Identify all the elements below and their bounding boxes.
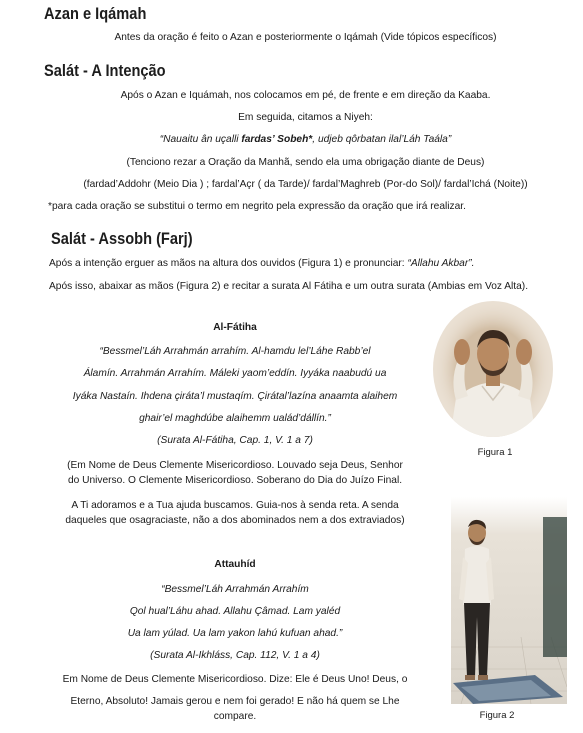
heading-assobh: Salát - Assobh (Farj) xyxy=(51,229,193,248)
assobh-line1 xyxy=(49,257,474,270)
figure-1-caption: Figura 1 xyxy=(477,447,513,458)
allahu-akbar-quote: “Allahu Akbar”. xyxy=(407,258,475,269)
attauhid-translation: Em Nome de Deus Clemente Misericordioso. Dize: Ele é Deus Uno! Deus, o xyxy=(62,674,408,685)
intencao-footnote: *para cada oração se substitui o termo em negrito pela expressão da oração que irá realizar. xyxy=(48,201,466,212)
figure-2-image xyxy=(451,497,567,704)
intencao-line4: (Tenciono rezar a Oração da Manhã, sendo ela uma obrigação diante de Deus) xyxy=(126,157,485,168)
niyeh-quote-post: , udjeb qôrbatan ilal’Láh Taála” xyxy=(312,134,452,145)
attauhid-line: “Bessmel’Láh Arrahmán Arrahím xyxy=(161,584,309,595)
fatiha-line: Álamín. Arrahmán Arrahím. Máleki yaom’eddín. Iyyáka naabudú ua xyxy=(83,368,387,379)
attauhid-title: Attauhíd xyxy=(214,559,256,570)
figure-2-caption: Figura 2 xyxy=(479,710,515,721)
fatiha-translation: A Ti adoramos e a Tua ajuda buscamos. Guia-nos à senda reta. A senda xyxy=(71,500,399,511)
intencao-line1: Após o Azan e Iquámah, nos colocamos em pé, de frente e em direção da Kaaba. xyxy=(120,90,491,101)
azan-text: Antes da oração é feito o Azan e posteriormente o Iqámah (Vide tópicos específicos) xyxy=(114,32,497,43)
assobh-line1-text: Após a intenção erguer as mãos na altura dos ouvidos (Figura 1) e pronunciar: xyxy=(49,258,408,269)
heading-azan: Azan e Iqámah xyxy=(44,4,147,23)
fatiha-line: ghair’el maghdúbe alaihemm ualád’dállín.” xyxy=(139,413,331,424)
niyeh-quote-bold: fardas’ Sobeh* xyxy=(241,134,313,145)
figure-1-image xyxy=(432,300,554,438)
intencao-line5: (fardad’Addohr (Meio Dia ) ; fardal’Açr ( da Tarde)/ fardal’Maghreb (Por-do Sol)/ fardal’Ichá (Noite)) xyxy=(83,179,528,190)
fatiha-translation: daqueles que osagraciaste, não a dos abominados nem a dos extraviados) xyxy=(65,515,405,526)
attauhid-reference: (Surata Al-Ikhláss, Cap. 112, V. 1 a 4) xyxy=(150,650,320,661)
niyeh-quote-pre: “Nauaitu ân uçalli xyxy=(159,134,242,145)
attauhid-line: Qol hual’Láhu ahad. Allahu Çâmad. Lam yaléd xyxy=(129,606,341,617)
assobh-line2: Após isso, abaixar as mãos (Figura 2) e recitar a surata Al Fátiha e um outra surata (Ambias em Voz Alta). xyxy=(49,281,529,292)
attauhid-translation: Eterno, Absoluto! Jamais gerou e nem foi gerado! E não há quem se Lhe xyxy=(70,696,400,707)
attauhid-line: Ua lam yúlad. Ua lam yakon lahú kufuan ahad.” xyxy=(127,628,343,639)
heading-intencao: Salát - A Intenção xyxy=(44,61,166,80)
fatiha-title: Al-Fátiha xyxy=(213,322,257,333)
fatiha-line: “Bessmel’Láh Arrahmán arrahím. Al-hamdu lel’Láhe Rabb’el xyxy=(99,346,371,357)
fatiha-translation: (Em Nome de Deus Clemente Misericordioso. Louvado seja Deus, Senhor xyxy=(67,460,403,471)
niyeh-quote xyxy=(0,133,583,146)
fatiha-translation: do Universo. O Clemente Misericordioso. Soberano do Dia do Juízo Final. xyxy=(67,475,403,486)
fatiha-line: Iyáka Nastaín. Ihdena çiráta’l mustaqím. Çirátal’lazína anaamta alaihem xyxy=(72,391,398,402)
fatiha-reference: (Surata Al-Fátiha, Cap. 1, V. 1 a 7) xyxy=(157,435,313,446)
attauhid-translation: compare. xyxy=(213,711,257,722)
intencao-line2: Em seguida, citamos a Niyeh: xyxy=(238,112,373,123)
